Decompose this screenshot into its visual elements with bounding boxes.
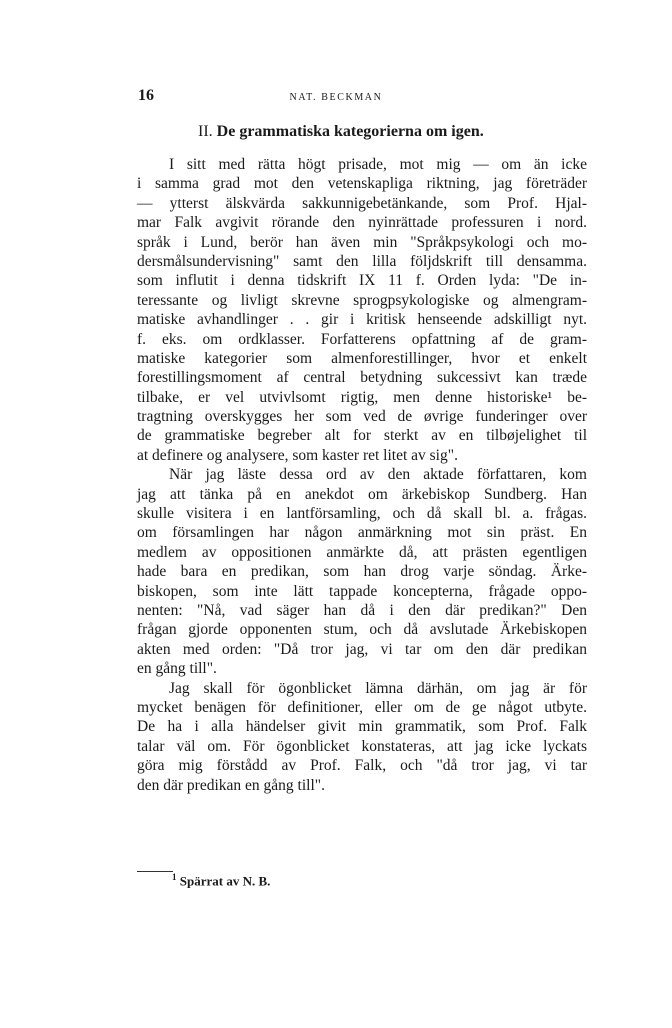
text-line: tilbake, er vel utvivlsomt rigtig, men denne historiske¹ be-: [137, 388, 587, 406]
footnote: [172, 872, 270, 889]
text-line: om församlingen har någon anmärkning mot sin präst. En: [137, 524, 587, 542]
text-line: teressante og livligt skrevne sprogpsykologiske og almengram-: [137, 291, 587, 309]
text-line: matiske avhandlinger . . gir i kritisk henseende adskilligt nyt.: [137, 311, 587, 329]
text-line: Jag skall för ögonblicket lämna därhän, om jag är för: [169, 679, 587, 697]
text-line: språk i Lund, berör han även min "Språkpsykologi och mo-: [137, 233, 587, 251]
text-line: matiske kategorier som almenforestillinger, hvor et enkelt: [137, 349, 587, 367]
footnote-text: Spärrat av N. B.: [179, 873, 271, 889]
page-number: 16: [138, 87, 154, 104]
text-line: talar väl om. För ögonblicket konstateras, att jag icke lyckats: [137, 737, 587, 755]
text-line: mycket benägen för definitioner, eller om de ge något utbyte.: [137, 698, 587, 716]
text-line: f. eks. om ordklasser. Forfatterens opfattning af de gram-: [137, 330, 587, 348]
text-line: biskopen, som inte lätt tappade koncepterna, frågade oppo-: [137, 582, 587, 600]
text-line: at definere og analysere, som kaster ret litet av sig".: [137, 446, 458, 464]
text-line: mar Falk avgivit rörande den nyinrättade professuren i nord.: [137, 214, 587, 232]
text-line: dersmålsundervisning" samt den lilla följdskrift till densamma.: [137, 252, 587, 270]
text-line: en gång till".: [137, 660, 217, 678]
footnote-divider: [137, 871, 173, 872]
footnote-marker: 1: [172, 872, 177, 882]
text-line: som influtit i denna tidskrift IX 11 f. Orden lyda: "De in-: [137, 272, 587, 290]
text-line: tragtning overskygges her som ved de øvrige funderinger over: [137, 408, 587, 426]
text-line: i samma grad mot den vetenskapliga riktning, jag företräder: [137, 175, 587, 193]
section-heading: [198, 123, 484, 141]
text-line: akten med orden: "Då tror jag, vi tar om den där predikan: [137, 640, 587, 658]
text-line: De ha i alla händelser givit min grammatik, som Prof. Falk: [137, 718, 587, 736]
text-line: jag att tänka på en anekdot om ärkebiskop Sundberg. Han: [137, 485, 587, 503]
text-line: skulle visitera i en lantförsamling, och då skall bl. a. frågas.: [137, 505, 587, 523]
section-number: II.: [198, 123, 213, 140]
text-line: När jag läste dessa ord av den aktade författaren, kom: [169, 466, 587, 484]
section-title: De grammatiska kategorierna om igen.: [216, 123, 484, 140]
body-text: [137, 155, 587, 795]
text-line: medlem av oppositionen anmärkte då, att prästen egentligen: [137, 543, 587, 561]
text-line: de grammatiske begreber alt for sterkt av en tilbøjelighet til: [137, 427, 587, 445]
text-line: hade bara en predikan, som han drog varje söndag. Ärke-: [137, 563, 587, 581]
text-line: forestillingsmoment af central betydning sukcessivt kan træde: [137, 369, 587, 387]
text-line: I sitt med rätta högt prisade, mot mig — om än icke: [169, 156, 587, 173]
text-line: den där predikan en gång till".: [137, 776, 325, 794]
text-line: nenten: "Nå, vad säger han då i den där predikan?" Den: [137, 601, 587, 619]
running-head: NAT. BECKMAN: [289, 92, 383, 103]
text-line: frågan gjorde opponenten stum, och då avslutade Ärkebiskopen: [137, 621, 587, 639]
text-line: göra mig förstådd av Prof. Falk, och "då tror jag, vi tar: [137, 757, 587, 775]
text-line: — ytterst älskvärda sakkunnigebetänkande, som Prof. Hjal-: [137, 194, 587, 212]
